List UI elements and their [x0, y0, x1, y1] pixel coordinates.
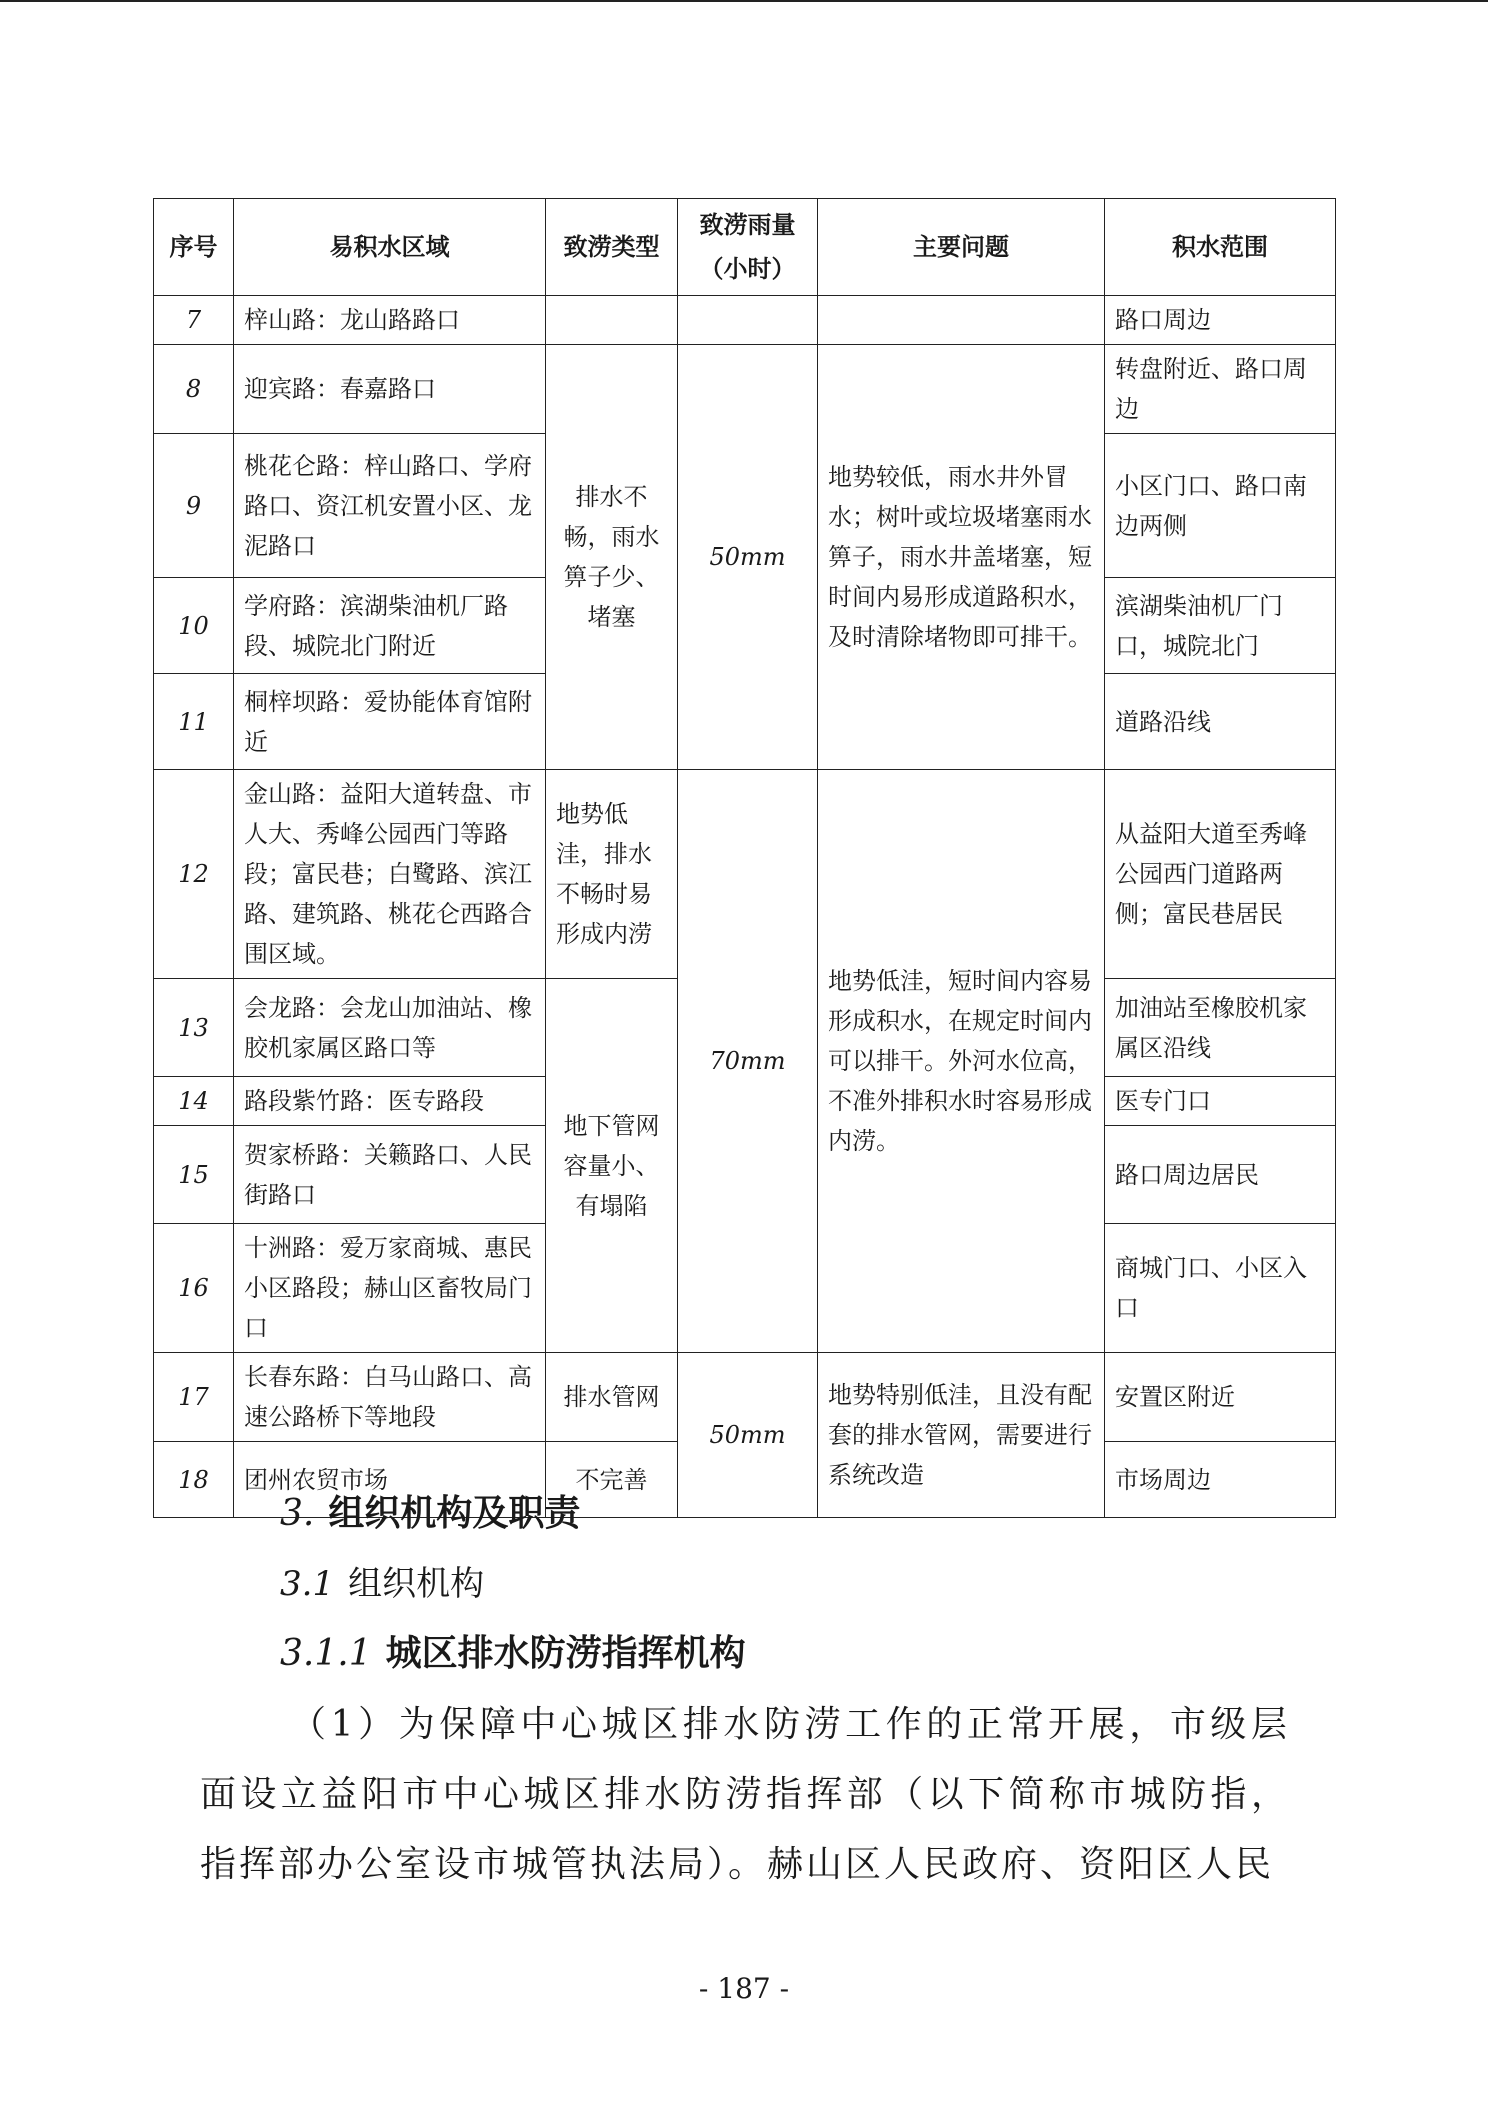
row-no: 7 [154, 296, 234, 345]
section-title: 组织机构及职责 [328, 1492, 581, 1534]
page-number: - 187 - [698, 1972, 790, 2005]
waterlogging-table [153, 198, 1336, 1518]
header-rain: 致涝雨量（小时） [678, 199, 818, 296]
row-area: 桃花仑路：梓山路口、学府路口、资江机安置小区、龙泥路口 [234, 434, 546, 578]
group-problem: 地势低洼，短时间内容易形成积水，在规定时间内可以排干。外河水位高，不准外排积水时容易形成内涝。 [818, 770, 1105, 1353]
group-type-line1: 排水管网 [546, 1353, 678, 1442]
section-heading-3-1-1 [280, 1628, 746, 1679]
section-title: 组织机构 [348, 1564, 485, 1604]
row-no: 12 [154, 770, 234, 979]
row-area: 路段紫竹路：医专路段 [234, 1077, 546, 1126]
section-number: 3.1.1 [280, 1633, 372, 1674]
row-area: 贺家桥路：关籁路口、人民街路口 [234, 1126, 546, 1224]
row-range: 路口周边居民 [1105, 1126, 1336, 1224]
group-type: 地势低洼，排水不畅时易形成内涝 [546, 770, 678, 979]
table-row [154, 770, 1336, 979]
row-no: 14 [154, 1077, 234, 1126]
row-range: 转盘附近、路口周边 [1105, 345, 1336, 434]
row-no: 11 [154, 674, 234, 770]
empty-cell [546, 296, 678, 345]
row-no: 18 [154, 1442, 234, 1518]
row-no: 17 [154, 1353, 234, 1442]
row-range: 从益阳大道至秀峰公园西门道路两侧；富民巷居民 [1105, 770, 1336, 979]
row-area: 迎宾路：春嘉路口 [234, 345, 546, 434]
top-rule [0, 0, 1488, 2]
section-number: 3. [280, 1493, 315, 1534]
row-range: 加油站至橡胶机家属区沿线 [1105, 979, 1336, 1077]
header-range: 积水范围 [1105, 199, 1336, 296]
row-no: 16 [154, 1224, 234, 1353]
section-title: 城区排水防涝指挥机构 [385, 1632, 746, 1674]
row-range: 市场周边 [1105, 1442, 1336, 1518]
row-no: 9 [154, 434, 234, 578]
row-area: 学府路：滨湖柴油机厂路段、城院北门附近 [234, 578, 546, 674]
table-row [154, 1353, 1336, 1442]
group-type-line2: 不完善 [546, 1442, 678, 1518]
row-range: 滨湖柴油机厂门口，城院北门 [1105, 578, 1336, 674]
row-area: 十洲路：爱万家商城、惠民小区路段；赫山区畜牧局门口 [234, 1224, 546, 1353]
row-no: 10 [154, 578, 234, 674]
row-no: 8 [154, 345, 234, 434]
table-row [154, 345, 1336, 434]
table-header-row [154, 199, 1336, 296]
row-range: 安置区附近 [1105, 1353, 1336, 1442]
section-heading-3 [280, 1488, 580, 1539]
row-area: 会龙路：会龙山加油站、橡胶机家属区路口等 [234, 979, 546, 1077]
section-heading-3-1 [280, 1559, 484, 1609]
group-problem: 地势特别低洼，且没有配套的排水管网，需要进行系统改造 [818, 1353, 1105, 1518]
header-no: 序号 [154, 199, 234, 296]
row-no: 15 [154, 1126, 234, 1224]
section-number: 3.1 [280, 1564, 335, 1604]
row-no: 13 [154, 979, 234, 1077]
table-row [154, 296, 1336, 345]
group-rain: 50mm [678, 345, 818, 770]
paragraph-text: （1）为保障中心城区排水防涝工作的正常开展，市级层面设立益阳市中心城区排水防涝指挥部（以下简称市城防指，指挥部办公室设市城管执法局）。赫山区人民政府、资阳区人民 [200, 1704, 1290, 1885]
row-range: 小区门口、路口南边两侧 [1105, 434, 1336, 578]
header-type: 致涝类型 [546, 199, 678, 296]
row-area: 团州农贸市场 [234, 1442, 546, 1518]
row-area: 长春东路：白马山路口、高速公路桥下等地段 [234, 1353, 546, 1442]
header-area: 易积水区域 [234, 199, 546, 296]
row-area: 金山路：益阳大道转盘、市人大、秀峰公园西门等路段；富民巷；白鹭路、滨江路、建筑路、桃花仑西路合围区域。 [234, 770, 546, 979]
row-area: 梓山路：龙山路路口 [234, 296, 546, 345]
row-range: 路口周边 [1105, 296, 1336, 345]
empty-cell [678, 296, 818, 345]
row-range: 医专门口 [1105, 1077, 1336, 1126]
row-range: 道路沿线 [1105, 674, 1336, 770]
body-paragraph [200, 1690, 1290, 1900]
row-range: 商城门口、小区入口 [1105, 1224, 1336, 1353]
group-rain: 70mm [678, 770, 818, 1353]
group-type: 地下管网容量小、有塌陷 [546, 979, 678, 1353]
group-rain: 50mm [678, 1353, 818, 1518]
header-problem: 主要问题 [818, 199, 1105, 296]
row-area: 桐梓坝路：爱协能体育馆附近 [234, 674, 546, 770]
empty-cell [818, 296, 1105, 345]
group-type: 排水不畅，雨水箅子少、堵塞 [546, 345, 678, 770]
group-problem: 地势较低，雨水井外冒水；树叶或垃圾堵塞雨水箅子，雨水井盖堵塞，短时间内易形成道路积水，及时清除堵物即可排干。 [818, 345, 1105, 770]
